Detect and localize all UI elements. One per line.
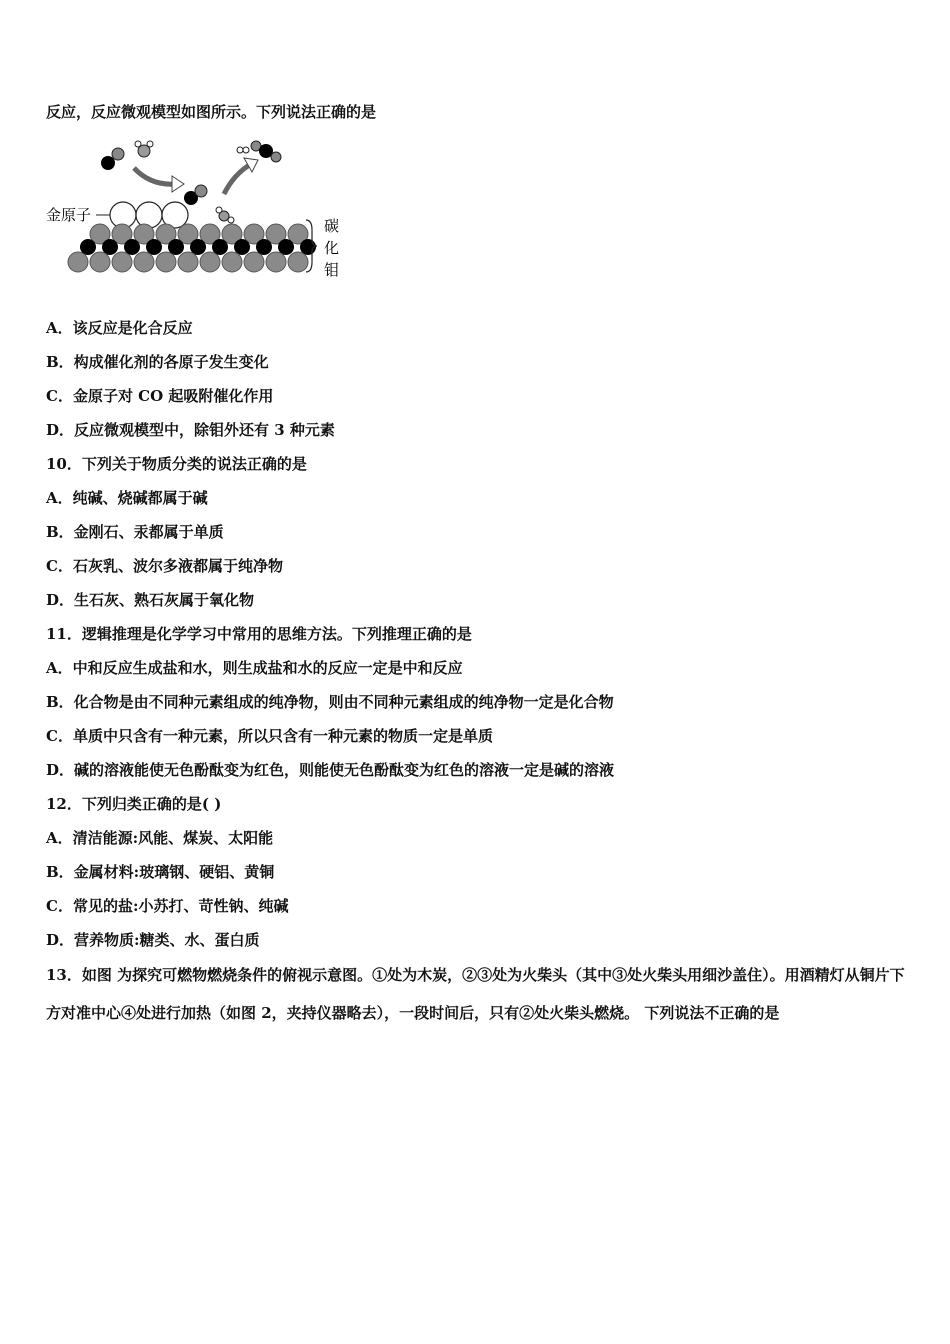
- support-label-char-1: 碳: [324, 217, 340, 235]
- question-intro: 反应，反应微观模型如图所示。下列说法正确的是: [46, 103, 377, 121]
- q10-option-b: B．金刚石、汞都属于单质: [46, 523, 224, 541]
- q10-stem: 10．下列关于物质分类的说法正确的是: [46, 455, 307, 473]
- support-label-char-3: 钼: [324, 261, 340, 279]
- q10-option-c: C．石灰乳、波尔多液都属于纯净物: [46, 557, 283, 575]
- mo-atom: [200, 252, 220, 272]
- mo-atom: [244, 252, 264, 272]
- q12-stem: 12．下列归类正确的是( ): [46, 795, 222, 813]
- q13-stem: 13．如图 为探究可燃物燃烧条件的俯视示意图。①处为木炭，②③处为火柴头（其中③处火柴头用细沙盖住）。用酒精灯从铜片下方对准中心④处进行加热（如图 2，夹持仪器略去），一段时间后，只有②处火柴头燃烧。 下列说法不正确的是: [46, 966, 905, 1022]
- arrow-down-icon: [134, 168, 176, 184]
- mo-atom: [178, 252, 198, 272]
- mo-atom: [156, 252, 176, 272]
- q9-option-d: D．反应微观模型中，除钼外还有 3 种元素: [46, 421, 335, 439]
- q10-option-d: D．生石灰、熟石灰属于氧化物: [46, 591, 255, 609]
- q12-option-d: D．营养物质:糖类、水、蛋白质: [46, 931, 260, 949]
- q9-option-c: C．金原子对 CO 起吸附催化作用: [46, 387, 274, 405]
- q9-option-a: A．该反应是化合反应: [46, 319, 193, 337]
- mo-atom: [222, 252, 242, 272]
- mo-atom: [90, 252, 110, 272]
- mo-atom: [288, 252, 308, 272]
- q11-option-d: D．碱的溶液能使无色酚酞变为红色，则能使无色酚酞变为红色的溶液一定是碱的溶液: [46, 761, 615, 779]
- support-label-char-2: 化: [324, 239, 340, 257]
- q11-option-b: B．化合物是由不同种元素组成的纯净物，则由不同种元素组成的纯净物一定是化合物: [46, 693, 614, 711]
- mo-atom: [112, 252, 132, 272]
- arrow-up-icon: [224, 164, 251, 194]
- molybdenum-carbide-surface: [68, 224, 316, 272]
- reaction-model-figure: [46, 136, 346, 281]
- oxygen-atom-icon: [112, 148, 124, 160]
- carbon-atom-icon: [101, 156, 115, 170]
- q11-option-a: A．中和反应生成盐和水，则生成盐和水的反应一定是中和反应: [46, 659, 463, 677]
- q9-option-b: B．构成催化剂的各原子发生变化: [46, 353, 269, 371]
- gold-atom-label: 金原子: [46, 206, 92, 224]
- q12-option-c: C．常见的盐:小苏打、苛性钠、纯碱: [46, 897, 289, 915]
- q12-option-a: A．清洁能源:风能、煤炭、太阳能: [46, 829, 274, 847]
- q12-option-b: B．金属材料:玻璃钢、硬铝、黄铜: [46, 863, 275, 881]
- mo-atom: [134, 252, 154, 272]
- q10-option-a: A．纯碱、烧碱都属于碱: [46, 489, 208, 507]
- q11-option-c: C．单质中只含有一种元素，所以只含有一种元素的物质一定是单质: [46, 727, 493, 745]
- q11-stem: 11．逻辑推理是化学学习中常用的思维方法。下列推理正确的是: [46, 625, 472, 643]
- mo-atom: [68, 252, 88, 272]
- mo-atom: [266, 252, 286, 272]
